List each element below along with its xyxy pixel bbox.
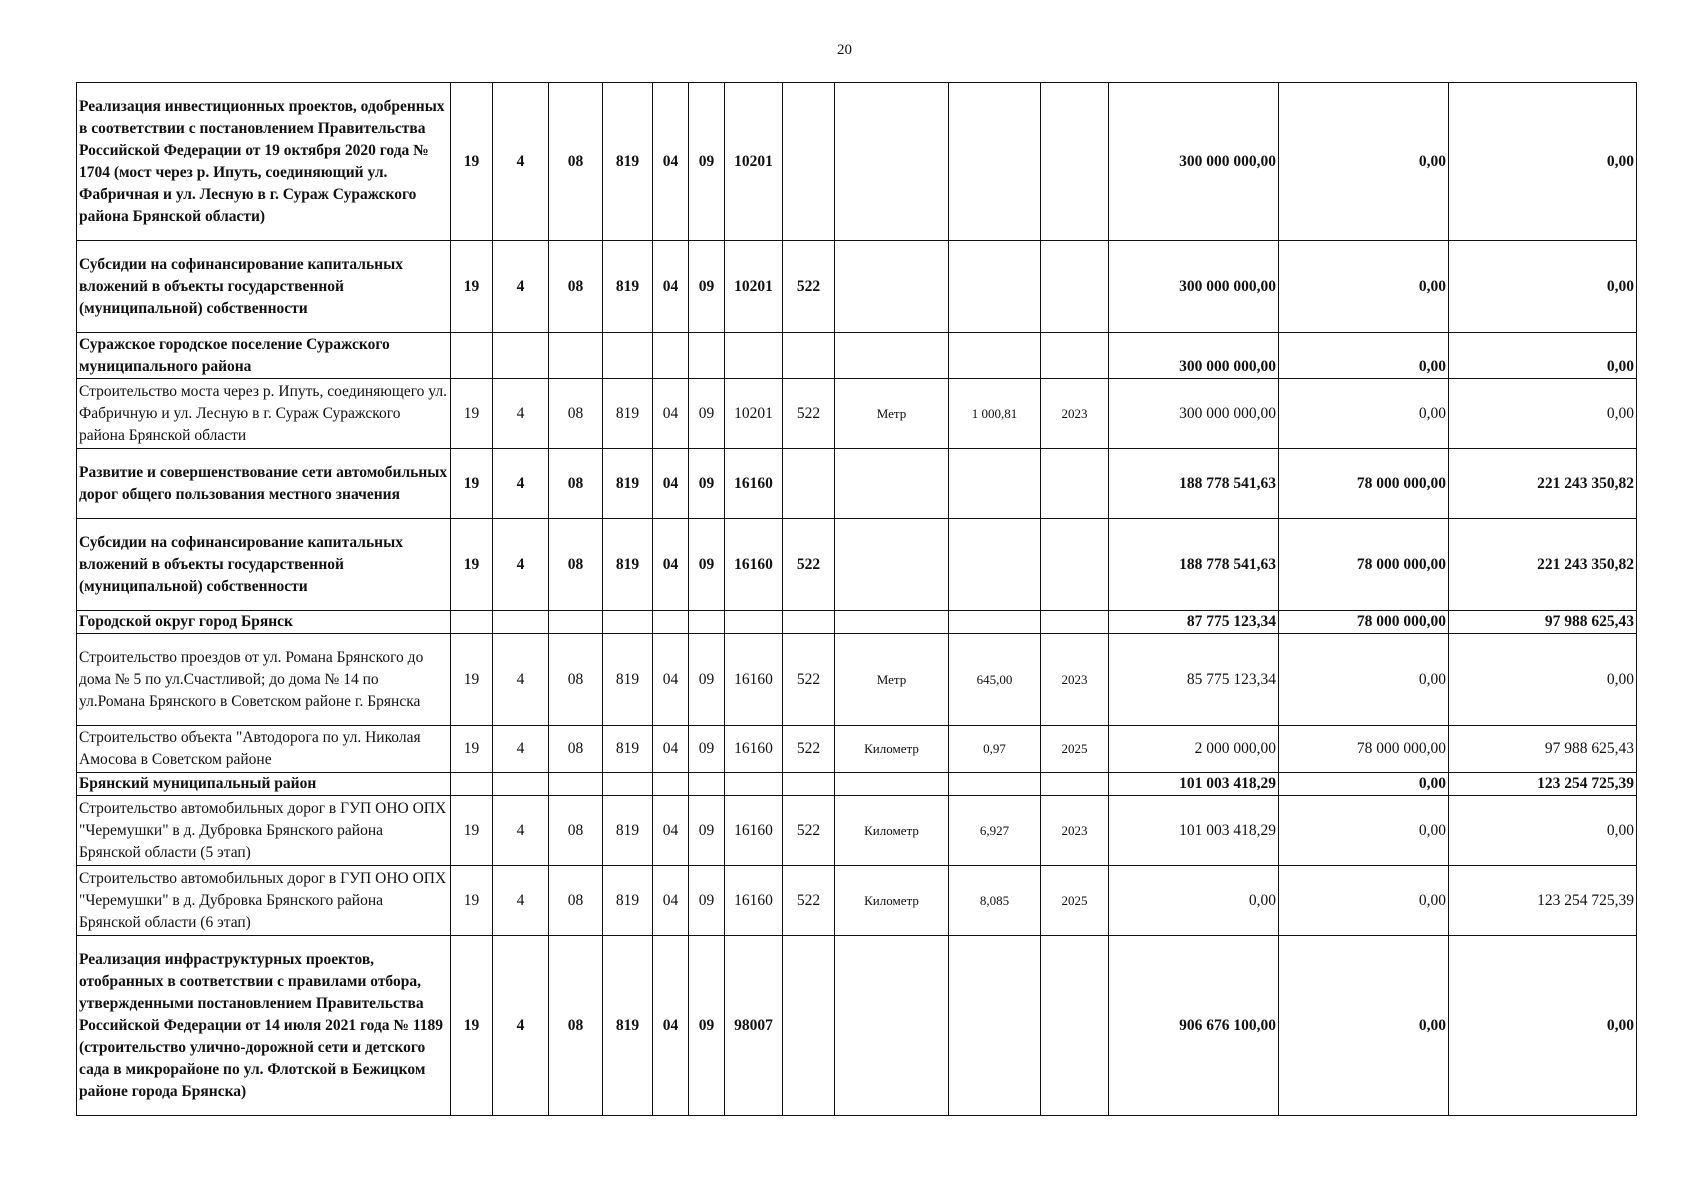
code-cell [493,333,549,379]
unit-cell [835,333,949,379]
quantity-cell [949,449,1041,519]
amount-cell: 0,00 [1279,796,1449,866]
table-row [77,379,1637,449]
year-cell [1041,611,1109,634]
code-cell: 08 [549,796,603,866]
amount-cell: 0,00 [1279,379,1449,449]
code-cell: 19 [451,449,493,519]
amount-cell: 188 778 541,63 [1109,519,1279,611]
code-cell: 16160 [725,449,783,519]
unit-cell: Километр [835,726,949,773]
code-cell: 522 [783,519,835,611]
amount-cell: 0,00 [1449,83,1637,241]
amount-cell: 78 000 000,00 [1279,449,1449,519]
row-name: Субсидии на софинансирование капитальных вложений в объекты государственной (муниципальной) собственности [77,241,451,333]
code-cell: 08 [549,634,603,726]
unit-cell: Километр [835,866,949,936]
code-cell [653,333,689,379]
amount-cell: 0,00 [1279,634,1449,726]
quantity-cell: 6,927 [949,796,1041,866]
amount-cell: 97 988 625,43 [1449,611,1637,634]
code-cell: 08 [549,936,603,1116]
amount-cell: 0,00 [1449,796,1637,866]
code-cell: 19 [451,519,493,611]
quantity-cell [949,611,1041,634]
code-cell: 04 [653,796,689,866]
code-cell: 819 [603,726,653,773]
amount-cell: 300 000 000,00 [1109,333,1279,379]
code-cell: 04 [653,449,689,519]
table-row [77,333,1637,379]
code-cell: 522 [783,726,835,773]
code-cell: 04 [653,379,689,449]
row-name: Развитие и совершенствование сети автомобильных дорог общего пользования местного значения [77,449,451,519]
code-cell: 522 [783,241,835,333]
table-row [77,83,1637,241]
code-cell: 98007 [725,936,783,1116]
code-cell: 09 [689,866,725,936]
amount-cell: 0,00 [1109,866,1279,936]
code-cell: 08 [549,726,603,773]
code-cell: 522 [783,866,835,936]
amount-cell: 123 254 725,39 [1449,773,1637,796]
code-cell: 522 [783,634,835,726]
table-row [77,241,1637,333]
code-cell: 09 [689,449,725,519]
code-cell: 4 [493,241,549,333]
row-name: Строительство автомобильных дорог в ГУП ОНО ОПХ "Черемушки" в д. Дубровка Брянского района Брянской области (5 этап) [77,796,451,866]
table-row [77,796,1637,866]
code-cell [725,773,783,796]
code-cell: 19 [451,634,493,726]
code-cell: 819 [603,241,653,333]
row-name: Реализация инвестиционных проектов, одобренных в соответствии с постановлением Правительства Российской Федерации от 19 октября 2020 года № 1704 (мост через р. Ипуть, соединяющий ул. Фабричная и ул. Лесную в г. Сураж Суражского района Брянской области) [77,83,451,241]
quantity-cell [949,773,1041,796]
page-number: 20 [837,42,852,58]
code-cell: 819 [603,449,653,519]
code-cell [451,333,493,379]
code-cell [603,611,653,634]
code-cell: 10201 [725,379,783,449]
quantity-cell [949,333,1041,379]
year-cell [1041,936,1109,1116]
amount-cell: 78 000 000,00 [1279,726,1449,773]
code-cell: 522 [783,796,835,866]
code-cell: 09 [689,241,725,333]
unit-cell [835,936,949,1116]
year-cell: 2023 [1041,379,1109,449]
code-cell: 08 [549,449,603,519]
code-cell: 09 [689,796,725,866]
code-cell: 16160 [725,866,783,936]
quantity-cell [949,936,1041,1116]
year-cell [1041,773,1109,796]
quantity-cell [949,519,1041,611]
code-cell: 08 [549,241,603,333]
code-cell [653,611,689,634]
code-cell: 04 [653,634,689,726]
code-cell: 19 [451,83,493,241]
code-cell [725,333,783,379]
code-cell [783,936,835,1116]
code-cell [689,773,725,796]
code-cell: 819 [603,519,653,611]
unit-cell [835,611,949,634]
code-cell: 08 [549,519,603,611]
year-cell [1041,241,1109,333]
quantity-cell: 8,085 [949,866,1041,936]
amount-cell: 221 243 350,82 [1449,519,1637,611]
code-cell: 08 [549,83,603,241]
amount-cell: 85 775 123,34 [1109,634,1279,726]
amount-cell: 0,00 [1449,241,1637,333]
year-cell [1041,449,1109,519]
amount-cell: 0,00 [1449,333,1637,379]
amount-cell: 300 000 000,00 [1109,83,1279,241]
year-cell: 2025 [1041,726,1109,773]
amount-cell: 221 243 350,82 [1449,449,1637,519]
quantity-cell [949,83,1041,241]
amount-cell: 906 676 100,00 [1109,936,1279,1116]
table-row [77,726,1637,773]
budget-table [76,82,1637,1116]
code-cell: 19 [451,936,493,1116]
code-cell [493,611,549,634]
unit-cell [835,773,949,796]
code-cell [689,611,725,634]
code-cell [451,611,493,634]
code-cell: 09 [689,936,725,1116]
code-cell: 16160 [725,726,783,773]
code-cell: 19 [451,726,493,773]
amount-cell: 87 775 123,34 [1109,611,1279,634]
amount-cell: 0,00 [1279,936,1449,1116]
table-row [77,773,1637,796]
table-row [77,634,1637,726]
row-name: Строительство проездов от ул. Романа Брянского до дома № 5 по ул.Счастливой; до дома № 14 по ул.Романа Брянского в Советском районе г. Брянска [77,634,451,726]
code-cell: 819 [603,634,653,726]
row-name: Городской округ город Брянск [77,611,451,634]
code-cell: 04 [653,83,689,241]
amount-cell: 0,00 [1449,936,1637,1116]
amount-cell: 188 778 541,63 [1109,449,1279,519]
code-cell: 522 [783,379,835,449]
row-name: Реализация инфраструктурных проектов, отобранных в соответствии с правилами отбора, утвержденными постановлением Правительства Российской Федерации от 14 июля 2021 года № 1189 (строительство улично-дорожной сети и детского сада в микрорайоне по ул. Флотской в Бежицком районе города Брянска) [77,936,451,1116]
code-cell: 08 [549,379,603,449]
table-row [77,449,1637,519]
code-cell [783,449,835,519]
code-cell: 4 [493,866,549,936]
amount-cell: 101 003 418,29 [1109,796,1279,866]
code-cell [493,773,549,796]
amount-cell: 101 003 418,29 [1109,773,1279,796]
amount-cell: 2 000 000,00 [1109,726,1279,773]
code-cell: 19 [451,866,493,936]
amount-cell: 0,00 [1279,333,1449,379]
code-cell: 09 [689,83,725,241]
row-name: Брянский муниципальный район [77,773,451,796]
year-cell: 2023 [1041,634,1109,726]
table-row [77,936,1637,1116]
table-row [77,519,1637,611]
code-cell [603,773,653,796]
code-cell: 819 [603,796,653,866]
amount-cell: 0,00 [1449,379,1637,449]
code-cell: 16160 [725,796,783,866]
code-cell: 10201 [725,241,783,333]
year-cell: 2025 [1041,866,1109,936]
code-cell: 16160 [725,519,783,611]
amount-cell: 0,00 [1279,866,1449,936]
code-cell [653,773,689,796]
code-cell: 04 [653,866,689,936]
code-cell: 09 [689,726,725,773]
code-cell [783,611,835,634]
quantity-cell [949,241,1041,333]
code-cell: 04 [653,936,689,1116]
code-cell: 819 [603,866,653,936]
code-cell: 10201 [725,83,783,241]
code-cell: 4 [493,936,549,1116]
row-name: Строительство объекта "Автодорога по ул. Николая Амосова в Советском районе [77,726,451,773]
code-cell [603,333,653,379]
code-cell [549,611,603,634]
code-cell: 19 [451,379,493,449]
unit-cell [835,449,949,519]
code-cell: 09 [689,634,725,726]
amount-cell: 0,00 [1279,83,1449,241]
code-cell: 08 [549,866,603,936]
code-cell: 16160 [725,634,783,726]
quantity-cell: 1 000,81 [949,379,1041,449]
unit-cell [835,519,949,611]
code-cell: 819 [603,936,653,1116]
code-cell: 4 [493,796,549,866]
code-cell: 4 [493,634,549,726]
amount-cell: 300 000 000,00 [1109,379,1279,449]
year-cell [1041,333,1109,379]
quantity-cell: 0,97 [949,726,1041,773]
table-row [77,611,1637,634]
year-cell [1041,519,1109,611]
unit-cell: Метр [835,634,949,726]
unit-cell: Метр [835,379,949,449]
code-cell: 04 [653,241,689,333]
code-cell [689,333,725,379]
code-cell: 09 [689,519,725,611]
row-name: Строительство моста через р. Ипуть, соединяющего ул. Фабричную и ул. Лесную в г. Сураж Суражского района Брянской области [77,379,451,449]
code-cell [725,611,783,634]
code-cell [783,773,835,796]
code-cell: 4 [493,519,549,611]
amount-cell: 97 988 625,43 [1449,726,1637,773]
table-row [77,866,1637,936]
code-cell [783,83,835,241]
amount-cell: 78 000 000,00 [1279,519,1449,611]
year-cell: 2023 [1041,796,1109,866]
amount-cell: 300 000 000,00 [1109,241,1279,333]
code-cell: 4 [493,449,549,519]
code-cell: 19 [451,796,493,866]
row-name: Субсидии на софинансирование капитальных вложений в объекты государственной (муниципальной) собственности [77,519,451,611]
code-cell [451,773,493,796]
row-name: Строительство автомобильных дорог в ГУП ОНО ОПХ "Черемушки" в д. Дубровка Брянского района Брянской области (6 этап) [77,866,451,936]
amount-cell: 123 254 725,39 [1449,866,1637,936]
unit-cell [835,241,949,333]
code-cell: 4 [493,379,549,449]
code-cell: 09 [689,379,725,449]
code-cell: 4 [493,726,549,773]
code-cell [783,333,835,379]
quantity-cell: 645,00 [949,634,1041,726]
amount-cell: 0,00 [1449,634,1637,726]
amount-cell: 78 000 000,00 [1279,611,1449,634]
code-cell: 19 [451,241,493,333]
year-cell [1041,83,1109,241]
code-cell: 04 [653,519,689,611]
unit-cell [835,83,949,241]
unit-cell: Километр [835,796,949,866]
amount-cell: 0,00 [1279,773,1449,796]
code-cell: 4 [493,83,549,241]
code-cell [549,333,603,379]
row-name: Суражское городское поселение Суражского муниципального района [77,333,451,379]
code-cell: 819 [603,379,653,449]
code-cell: 04 [653,726,689,773]
code-cell: 819 [603,83,653,241]
amount-cell: 0,00 [1279,241,1449,333]
code-cell [549,773,603,796]
